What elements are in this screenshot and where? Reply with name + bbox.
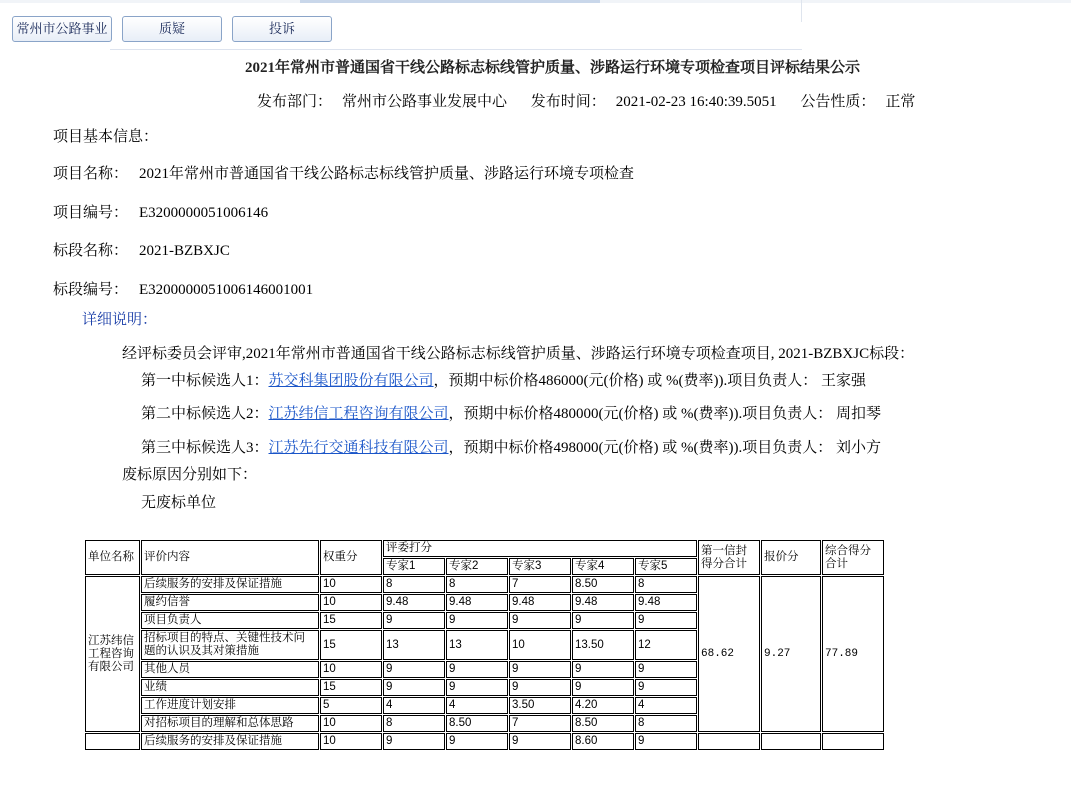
cell-expert-score: 9 xyxy=(383,733,445,750)
cell-unit xyxy=(85,733,140,750)
candidate-price: ，预期中标价格498000(元(价格) 或 %(费率)).项目负责人： xyxy=(448,440,833,456)
publish-time-value: 2021-02-23 16:40:39.5051 xyxy=(615,94,777,110)
cell-expert-score: 9 xyxy=(572,661,634,678)
field-section-number xyxy=(53,278,313,299)
cell-item: 履约信誉 xyxy=(141,594,319,611)
candidate-price: ，预期中标价格486000(元(价格) 或 %(费率)).项目负责人： xyxy=(433,373,818,389)
col-header-expert: 专家4 xyxy=(572,558,634,575)
cell-expert-score: 7 xyxy=(509,715,571,732)
candidate-2-company-link[interactable]: 江苏纬信工程咨询有限公司 xyxy=(268,406,449,422)
candidate-leader: 刘小方 xyxy=(836,440,882,456)
cell-expert-score: 8 xyxy=(635,576,697,593)
cell-item: 后续服务的安排及保证措施 xyxy=(141,733,319,750)
candidate-prefix: 第二中标候选人2： xyxy=(141,406,269,422)
notice-type-label: 公告性质： xyxy=(800,94,876,110)
cell-expert-score: 9 xyxy=(446,679,508,696)
col-header-experts-group: 评委打分 xyxy=(383,540,697,557)
field-label: 标段名称： xyxy=(53,243,129,259)
col-header-sum: 第一信封得分合计 xyxy=(698,540,760,575)
cell-expert-score: 13 xyxy=(446,630,508,660)
cell-item: 对招标项目的理解和总体思路 xyxy=(141,715,319,732)
cell-expert-score: 8.50 xyxy=(446,715,508,732)
top-border-accent xyxy=(300,0,600,3)
cell-expert-score: 8 xyxy=(635,715,697,732)
detail-heading: 详细说明： xyxy=(82,312,158,328)
page-title: 2021年常州市普通国省干线公路标志标线管护质量、涉路运行环境专项检查项目评标结果公示 xyxy=(245,60,861,76)
col-header-quote: 报价分 xyxy=(761,540,821,575)
cell-weight: 10 xyxy=(320,661,382,678)
cell-expert-score: 4 xyxy=(446,697,508,714)
cell-sum: 68.62 xyxy=(698,576,760,732)
cell-quote: 9.27 xyxy=(761,576,821,732)
cell-expert-score: 9 xyxy=(446,661,508,678)
field-project-number xyxy=(53,201,268,222)
cell-expert-score: 9.48 xyxy=(383,594,445,611)
cell-expert-score: 9 xyxy=(509,612,571,629)
cell-expert-score: 9 xyxy=(635,661,697,678)
col-header-expert: 专家2 xyxy=(446,558,508,575)
candidate-2 xyxy=(141,402,881,423)
notice-type-value: 正常 xyxy=(885,94,916,110)
cell-expert-score: 7 xyxy=(509,576,571,593)
cell-expert-score: 9 xyxy=(383,661,445,678)
candidate-1 xyxy=(141,369,866,390)
cell-expert-score: 9 xyxy=(446,733,508,750)
field-value: E3200000051006146 xyxy=(139,205,269,221)
cell-expert-score: 9 xyxy=(509,661,571,678)
candidate-leader: 王家强 xyxy=(821,373,867,389)
cell-total xyxy=(822,733,884,750)
col-header-item: 评价内容 xyxy=(141,540,319,575)
cell-expert-score: 9.48 xyxy=(446,594,508,611)
cell-expert-score: 9 xyxy=(572,679,634,696)
cell-expert-score: 13.50 xyxy=(572,630,634,660)
field-project-name xyxy=(53,162,634,183)
cell-expert-score: 10 xyxy=(509,630,571,660)
table-row xyxy=(85,576,884,593)
cell-weight: 15 xyxy=(320,679,382,696)
table-row xyxy=(85,733,884,750)
cell-total: 77.89 xyxy=(822,576,884,732)
cell-weight: 10 xyxy=(320,576,382,593)
candidate-leader: 周扣琴 xyxy=(836,406,882,422)
col-header-unit: 单位名称 xyxy=(85,540,140,575)
cell-sum xyxy=(698,733,760,750)
cell-item: 其他人员 xyxy=(141,661,319,678)
cell-expert-score: 9.48 xyxy=(509,594,571,611)
field-label: 项目名称： xyxy=(53,166,129,182)
publish-time xyxy=(531,94,787,110)
candidate-3-company-link[interactable]: 江苏先行交通科技有限公司 xyxy=(268,440,449,456)
header-divider xyxy=(801,0,802,22)
cell-expert-score: 9 xyxy=(635,679,697,696)
cell-expert-score: 4 xyxy=(635,697,697,714)
reject-reason-value: 无废标单位 xyxy=(141,495,217,511)
cell-expert-score: 13 xyxy=(383,630,445,660)
reject-reason-heading: 废标原因分别如下： xyxy=(122,467,258,483)
cell-weight: 10 xyxy=(320,733,382,750)
candidate-prefix: 第三中标候选人3： xyxy=(141,440,269,456)
col-header-expert: 专家1 xyxy=(383,558,445,575)
cell-quote xyxy=(761,733,821,750)
publish-dept-value: 常州市公路事业发展中心 xyxy=(342,94,508,110)
col-header-weight: 权重分 xyxy=(320,540,382,575)
cell-expert-score: 9 xyxy=(509,733,571,750)
publish-time-label: 发布时间： xyxy=(530,94,606,110)
cell-weight: 15 xyxy=(320,612,382,629)
publish-dept-label: 发布部门： xyxy=(257,94,333,110)
col-header-expert: 专家5 xyxy=(635,558,697,575)
cell-expert-score: 9.48 xyxy=(635,594,697,611)
top-border xyxy=(0,0,1071,3)
cell-item: 项目负责人 xyxy=(141,612,319,629)
col-header-total: 综合得分合计 xyxy=(822,540,884,575)
field-label: 标段编号： xyxy=(53,282,129,298)
cell-item: 后续服务的安排及保证措施 xyxy=(141,576,319,593)
cell-item: 工作进度计划安排 xyxy=(141,697,319,714)
cell-item: 招标项目的特点、关键性技术问题的认识及其对策措施 xyxy=(141,630,319,660)
tab-question[interactable]: 质疑 xyxy=(122,16,222,42)
cell-weight: 10 xyxy=(320,594,382,611)
score-table-body xyxy=(85,576,884,750)
cell-item: 业绩 xyxy=(141,679,319,696)
field-section-name xyxy=(53,239,230,260)
field-label: 项目编号： xyxy=(53,205,129,221)
cell-expert-score: 8.60 xyxy=(572,733,634,750)
cell-expert-score: 8 xyxy=(383,576,445,593)
cell-expert-score: 9 xyxy=(572,612,634,629)
cell-expert-score: 9 xyxy=(446,612,508,629)
candidate-3 xyxy=(141,436,881,457)
publish-dept xyxy=(257,94,517,110)
field-value: 2021-BZBXJC xyxy=(139,243,230,259)
candidate-price: ，预期中标价格480000(元(价格) 或 %(费率)).项目负责人： xyxy=(448,406,833,422)
cell-expert-score: 8 xyxy=(446,576,508,593)
cell-expert-score: 9 xyxy=(383,612,445,629)
basic-info-heading: 项目基本信息： xyxy=(53,129,159,145)
candidate-prefix: 第一中标候选人1： xyxy=(141,373,269,389)
candidate-1-company-link[interactable]: 苏交科集团股份有限公司 xyxy=(268,373,434,389)
cell-expert-score: 9.48 xyxy=(572,594,634,611)
cell-expert-score: 12 xyxy=(635,630,697,660)
cell-weight: 15 xyxy=(320,630,382,660)
cell-expert-score: 4 xyxy=(383,697,445,714)
tab-complaint[interactable]: 投诉 xyxy=(232,16,332,42)
cell-expert-score: 9 xyxy=(635,612,697,629)
cell-expert-score: 3.50 xyxy=(509,697,571,714)
cell-expert-score: 9 xyxy=(383,679,445,696)
evaluation-intro: 经评标委员会评审,2021年常州市普通国省干线公路标志标线管护质量、涉路运行环境专项检查项目, 2021-BZBXJC标段： xyxy=(122,346,915,362)
cell-expert-score: 8.50 xyxy=(572,576,634,593)
publish-meta xyxy=(257,90,935,111)
notice-type xyxy=(800,94,925,110)
tab-bar xyxy=(12,16,332,42)
cell-expert-score: 9 xyxy=(635,733,697,750)
tab-bar-underline xyxy=(110,49,802,50)
cell-expert-score: 8 xyxy=(383,715,445,732)
field-value: 2021年常州市普通国省干线公路标志标线管护质量、涉路运行环境专项检查 xyxy=(139,166,635,182)
cell-weight: 5 xyxy=(320,697,382,714)
score-table xyxy=(84,539,885,751)
tab-changzhou-highway[interactable]: 常州市公路事业 xyxy=(12,16,112,42)
table-header-row xyxy=(85,540,884,557)
cell-unit: 江苏纬信工程咨询有限公司 xyxy=(85,576,140,732)
cell-expert-score: 8.50 xyxy=(572,715,634,732)
cell-expert-score: 4.20 xyxy=(572,697,634,714)
col-header-expert: 专家3 xyxy=(509,558,571,575)
cell-expert-score: 9 xyxy=(509,679,571,696)
cell-weight: 10 xyxy=(320,715,382,732)
field-value: E3200000051006146001001 xyxy=(139,282,314,298)
